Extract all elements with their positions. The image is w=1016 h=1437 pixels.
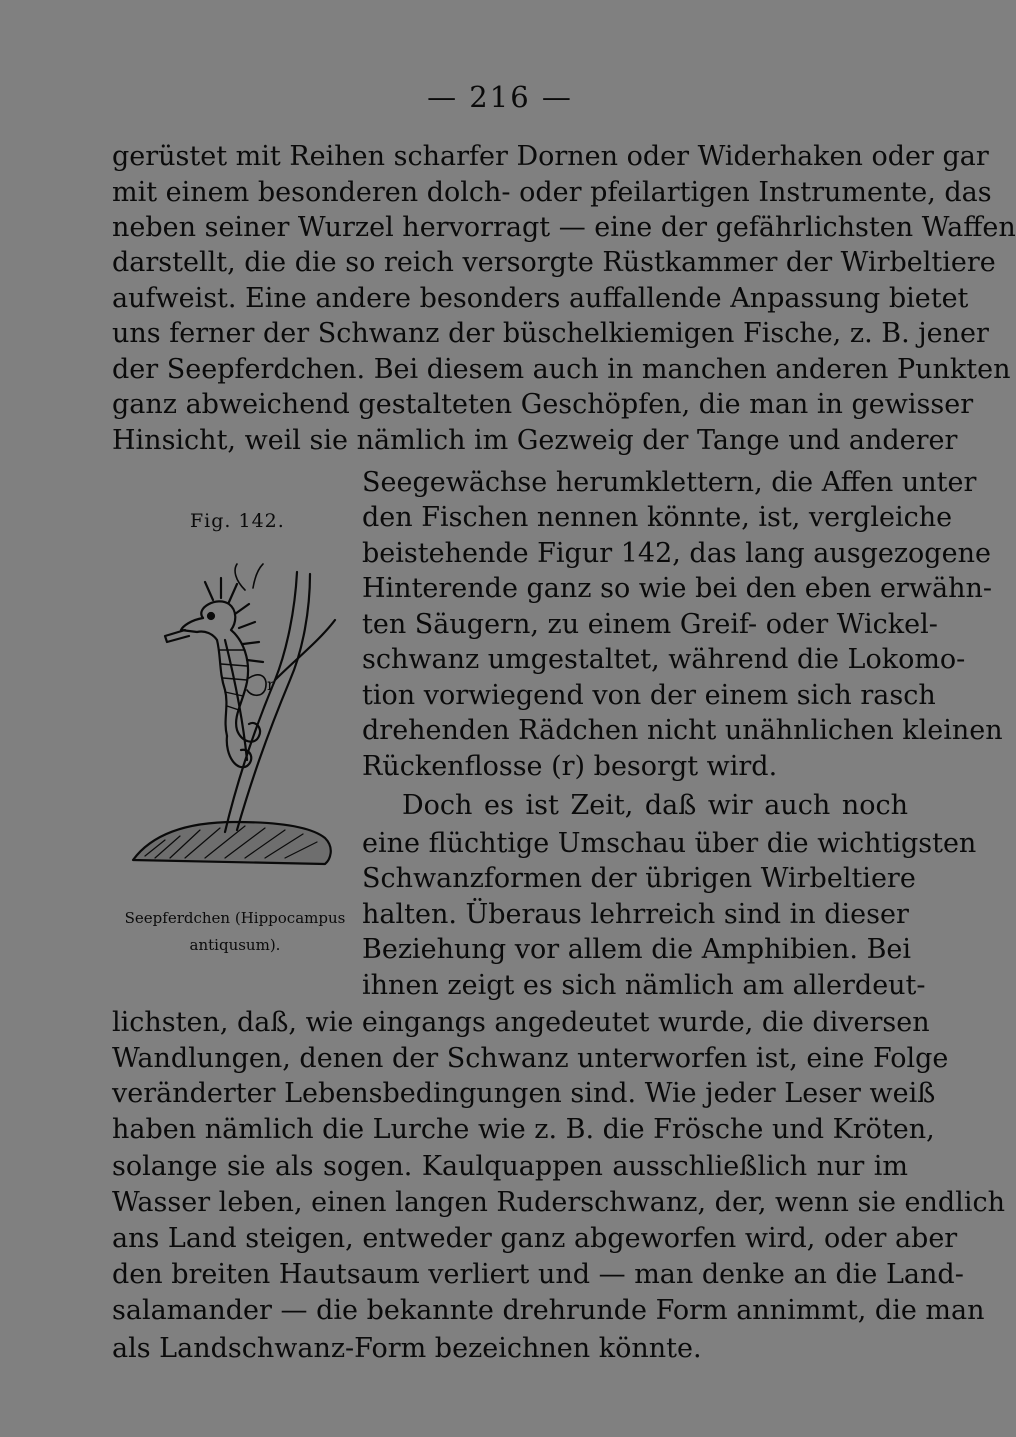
text-line: Doch es ist Zeit, daß wir auch noch (402, 790, 908, 821)
text-line: Schwanzformen der übrigen Wirbeltiere (362, 863, 916, 894)
text-line: salamander — die bekannte drehrunde Form annimmt, die man (112, 1295, 985, 1326)
page-number: — 216 — (427, 80, 573, 114)
text-line: Wasser leben, einen langen Ruderschwanz, der, wenn sie endlich (112, 1187, 1005, 1218)
text-line: beistehende Figur 142, das lang ausgezogene (362, 538, 991, 569)
text-line: ten Säugern, zu einem Greif- oder Wickel- (362, 609, 938, 640)
text-line: gerüstet mit Reihen scharfer Dornen oder Widerhaken oder gar (112, 141, 989, 172)
text-line: eine flüchtige Umschau über die wichtigsten (362, 828, 977, 859)
text-line: neben seiner Wurzel hervorragt — eine der gefährlichsten Waffen (112, 212, 1016, 243)
text-line: ihnen zeigt es sich nämlich am allerdeut- (362, 970, 926, 1001)
figure-caption (110, 905, 360, 959)
text-line: uns ferner der Schwanz der büschelkiemigen Fische, z. B. jener (112, 318, 989, 349)
figure-label: Fig. 142. (190, 510, 285, 532)
svg-text:r: r (267, 675, 275, 694)
text-line: schwanz umgestaltet, während die Lokomo- (362, 644, 966, 675)
text-line: Beziehung vor allem die Amphibien. Bei (362, 934, 912, 965)
text-line: tion vorwiegend von der einem sich rasch (362, 680, 936, 711)
text-line: darstellt, die die so reich versorgte Rüstkammer der Wirbeltiere (112, 247, 996, 278)
text-line: drehenden Rädchen nicht unähnlichen kleinen (362, 715, 1003, 746)
caption-line: antiqusum). (189, 936, 281, 954)
text-line: Wandlungen, denen der Schwanz unterworfen ist, eine Folge (112, 1043, 949, 1074)
seahorse-illustration (125, 560, 353, 900)
text-line: aufweist. Eine andere besonders auffallende Anpassung bietet (112, 283, 969, 314)
text-line: halten. Überaus lehrreich sind in dieser (362, 899, 909, 930)
text-line: Seegewächse herumklettern, die Affen unter (362, 467, 977, 498)
text-line: lichsten, daß, wie eingangs angedeutet wurde, die diversen (112, 1007, 930, 1038)
text-line: den Fischen nennen könnte, ist, vergleiche (362, 502, 953, 533)
text-line: den breiten Hautsaum verliert und — man denke an die Land- (112, 1259, 964, 1290)
text-line: als Landschwanz-Form bezeichnen könnte. (112, 1333, 702, 1364)
text-line: Hinterende ganz so wie bei den eben erwähn- (362, 573, 993, 604)
text-line: haben nämlich die Lurche wie z. B. die Frösche und Kröten, (112, 1114, 935, 1145)
text-line: ans Land steigen, entweder ganz abgeworfen wird, oder aber (112, 1223, 958, 1254)
text-line: veränderter Lebensbedingungen sind. Wie jeder Leser weiß (112, 1078, 936, 1109)
caption-line: Seepferdchen (Hippocampus (124, 909, 346, 927)
text-line: ganz abweichend gestalteten Geschöpfen, die man in gewisser (112, 389, 974, 420)
text-line: Hinsicht, weil sie nämlich im Gezweig der Tange und anderer (112, 425, 958, 456)
text-line: mit einem besonderen dolch- oder pfeilartigen Instrumente, das (112, 177, 992, 208)
text-line: Rückenflosse (r) besorgt wird. (362, 751, 778, 782)
text-line: solange sie als sogen. Kaulquappen ausschließlich nur im (112, 1151, 908, 1182)
text-line: der Seepferdchen. Bei diesem auch in manchen anderen Punkten (112, 354, 1011, 385)
